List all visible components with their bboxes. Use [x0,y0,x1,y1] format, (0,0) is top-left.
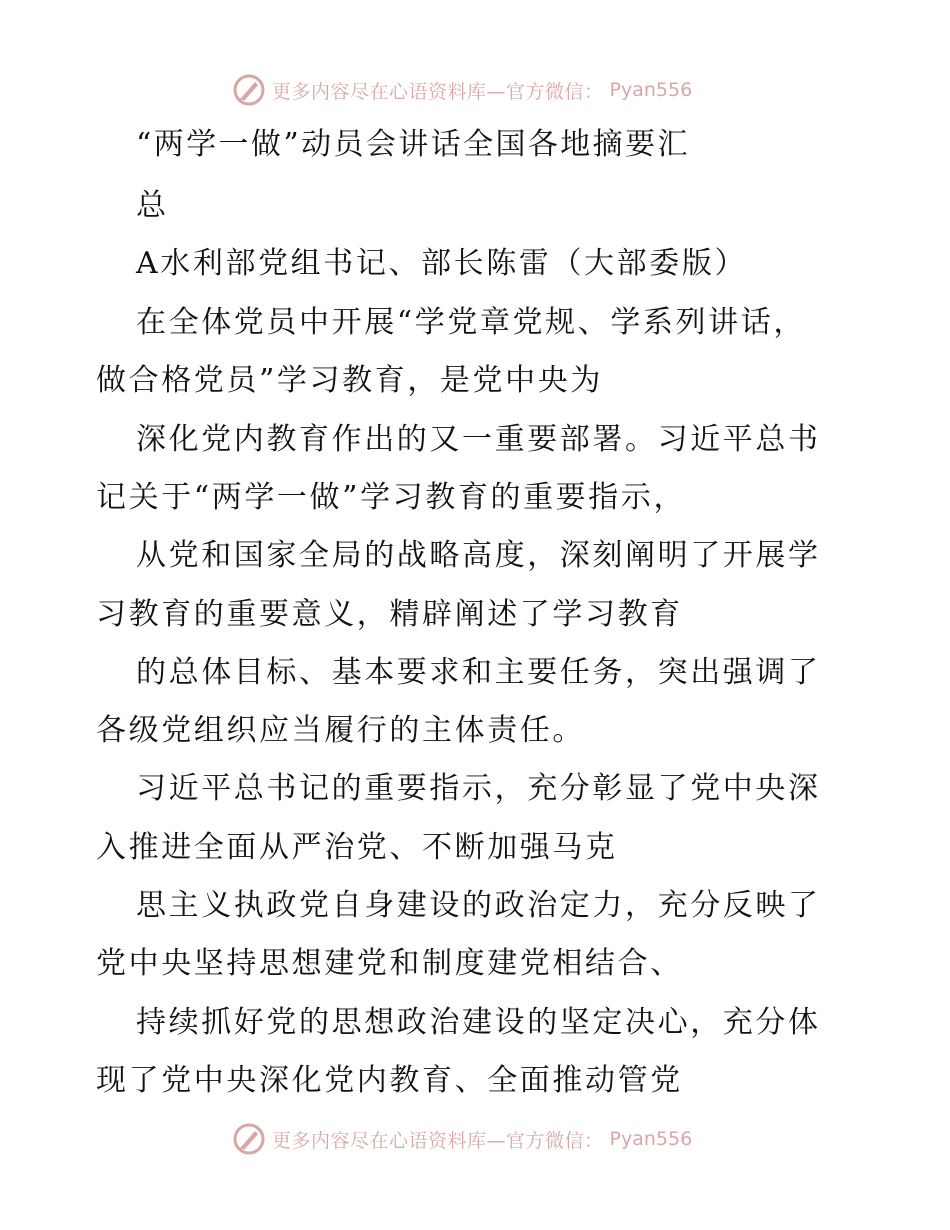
body-line: 从党和国家全局的战略高度，深刻阐明了开展学 [136,538,821,573]
body-line: 记关于“两学一做”学习教育的重要指示， [96,480,687,515]
section-heading: A水利部党组书记、部长陈雷（大部委版） [136,246,748,281]
body-line: 深化党内教育作出的又一重要部署。习近平总书 [136,422,821,457]
document-title-continued: 总 [136,188,169,223]
body-line: 在全体党员中开展“学党章党规、学系列讲话， [136,305,806,340]
watermark-text: 更多内容尽在心语资料库—官方微信： [272,1129,604,1152]
body-line: 入推进全面从严治党、不断加强马克 [96,830,618,865]
quill-logo-icon [232,73,266,107]
body-line: 做合格党员”学习教育，是党中央为 [96,363,603,398]
watermark-wechat-id: Pyan556 [609,1128,693,1150]
body-line: 习教育的重要意义，精辟阐述了学习教育 [96,597,683,632]
header-watermark [232,72,692,108]
body-line: 习近平总书记的重要指示，充分彰显了党中央深 [136,771,821,806]
footer-watermark [232,1121,692,1157]
body-line: 持续抓好党的思想政治建设的坚定决心，充分体 [136,1005,821,1040]
quill-logo-icon [232,1122,266,1156]
body-line: 思主义执政党自身建设的政治定力，充分反映了 [136,888,821,923]
body-line: 党中央坚持思想建党和制度建党相结合、 [96,946,683,981]
watermark-wechat-id: Pyan556 [609,79,693,101]
body-line: 现了党中央深化党内教育、全面推动管党 [96,1063,683,1098]
body-line: 的总体目标、基本要求和主要任务，突出强调了 [136,655,821,690]
body-line: 各级党组织应当履行的主体责任。 [96,713,585,748]
watermark-text: 更多内容尽在心语资料库—官方微信： [272,80,604,103]
document-title: “两学一做”动员会讲话全国各地摘要汇 [136,127,690,162]
